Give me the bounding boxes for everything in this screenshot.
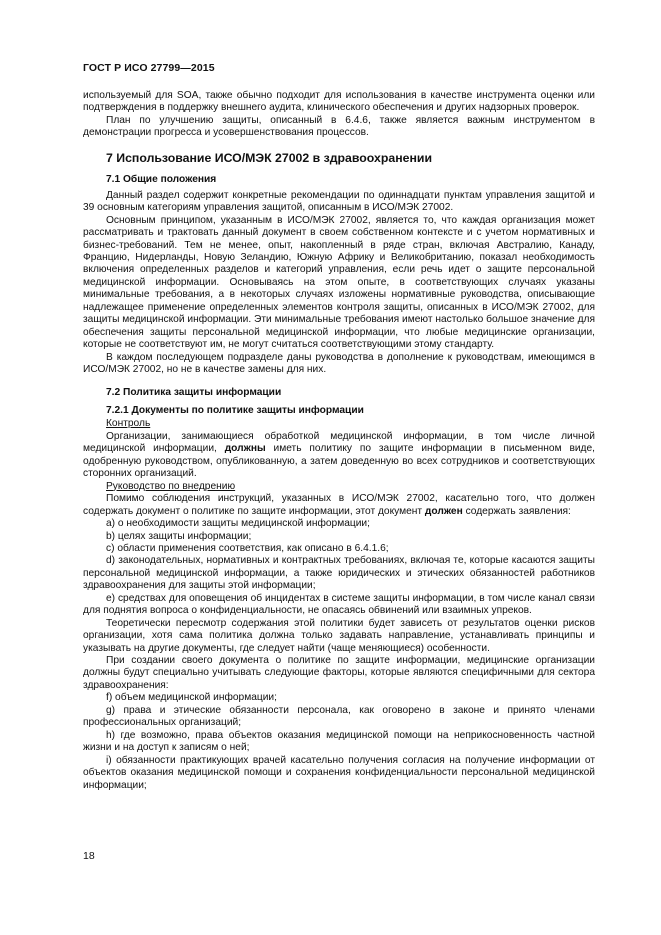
page-number: 18 bbox=[83, 850, 95, 862]
list-item: a) о необходимости защиты медицинской информации; bbox=[106, 518, 370, 530]
section-7-2-heading: 7.2 Политика защиты информации bbox=[106, 386, 282, 398]
control-label-text: Контроль bbox=[106, 418, 151, 430]
list-item: g) права и этические обязанности персонала, как оговорено в законе и принято членами профессиональных организаций; bbox=[83, 704, 595, 729]
intro-paragraph-1: используемый для SOA, также обычно подходит для использования в качестве инструмента оценки или подтверждения в поддержку внешнего аудита, клинического обеспечения и других надзорных проверок. bbox=[83, 90, 595, 114]
section-7-1-heading: 7.1 Общие положения bbox=[106, 174, 217, 186]
section-7-1-paragraph-1: Данный раздел содержит конкретные рекомендации по одиннадцати пунктам управления защитой и 39 основным категориям управления защитой, описанным в ИСО/МЭК 27002. bbox=[83, 189, 595, 214]
page-content bbox=[83, 90, 595, 792]
control-keyword: должны bbox=[224, 443, 266, 455]
guide-paragraph: Помимо соблюдения инструкций, указанных в ИСО/МЭК 27002, касательно того, что должен содержать документ о политике по защите информации, этот документ должен содержать заявления: bbox=[83, 493, 595, 517]
list-item: i) обязанности практикующих врачей касательно получения согласия на получение информации от объектов оказания медицинской помощи и сохранения конфиденциальности персональной медицинской информации; bbox=[83, 754, 595, 791]
guide-label bbox=[83, 481, 595, 493]
section-7-1-paragraph-2: Основным принципом, указанным в ИСО/МЭК 27002, является то, что каждая организация может рассматривать и трактовать данный документ в своем собственном контексте и с учетом нормативных и бизнес-требований. Тем не менее, опыт, накопленный в ряде стран, включая Австралию, Канаду, Францию, Нидерланды, Новую Зеландию, Южную Африку и Великобританию, показал необходимость включения определенных разделов и категорий управления, если речь идет о защите персональной медицинской информации. Основываясь на этом опыте, в соответствующих случаях указаны минимальные требования, а в некоторых случаях изложены нормативные руководства, описывающие надлежащее применение определенных элементов контроля защиты, описанных в ИСО/МЭК 27002, для защиты медицинской информации. Эти минимальные требования имеют настолько большое значение для обеспечения защиты персональной медицинской информации, что любые медицинские организации, которые не соответствуют им, не могут считаться соответствующими этому стандарту. bbox=[83, 214, 595, 351]
theory-paragraph: Теоретически пересмотр содержания этой политики будет зависеть от результатов оценки рисков организации, хотя сама политика должна только задавать направление, устанавливать принципы и указывать на другие документы, где следует найти (чаще меняющиеся) особенности. bbox=[83, 617, 595, 654]
list-item: c) области применения соответствия, как описано в 6.4.1.6; bbox=[106, 542, 389, 554]
intro-paragraph-2: План по улучшению защиты, описанный в 6.4.6, также является важным инструментом в демонстрации прогресса и усовершенствования процессов. bbox=[83, 114, 595, 139]
list-item: e) средствах для оповещения об инцидентах в системе защиты информации, в том числе канал связи для поднятия вопроса о конфиденциальности, не опасаясь обвинений или взаимных упреков. bbox=[83, 592, 595, 617]
list-item: f) объем медицинской информации; bbox=[106, 692, 277, 704]
create-paragraph: При создании своего документа о политике по защите информации, медицинские организации должны будут специально учитывать следующие факторы, которые являются специфичными для сектора здравоохранения: bbox=[83, 655, 595, 691]
list-item: b) целях защиты информации; bbox=[106, 530, 252, 542]
guide-keyword: должен bbox=[424, 505, 463, 517]
control-label bbox=[83, 418, 595, 430]
section-7-2-1-heading: 7.2.1 Документы по политике защиты информации bbox=[106, 404, 364, 416]
control-paragraph: Организации, занимающиеся обработкой медицинской информации, в том числе личной медицинской информации, должны иметь политику по защите информации в письменном виде, одобренную руководством, опубликованную, а затем доведенную во всех сотрудников и соответствующих сторонних организаций. bbox=[83, 430, 595, 480]
section-7-1-paragraph-3: В каждом последующем подразделе даны руководства в дополнение к руководствам, имеющимся в ИСО/МЭК 27002, но не в качестве замены для них. bbox=[83, 351, 595, 376]
guide-label-text: Руководство по внедрению bbox=[106, 480, 236, 492]
section-7-heading: 7 Использование ИСО/МЭК 27002 в здравоохранении bbox=[106, 150, 433, 165]
page-header: ГОСТ Р ИСО 27799—2015 bbox=[83, 62, 215, 74]
list-item: h) где возможно, права объектов оказания медицинской помощи на неприкосновенность частной жизни и на доступ к записям о ней; bbox=[83, 729, 595, 754]
list-item: d) законодательных, нормативных и контрактных требованиях, включая те, которые касаются защиты персональной медицинской информации, а также юридических и этических обязанностей работников здравоохранения для защиты этой информации; bbox=[83, 555, 595, 592]
